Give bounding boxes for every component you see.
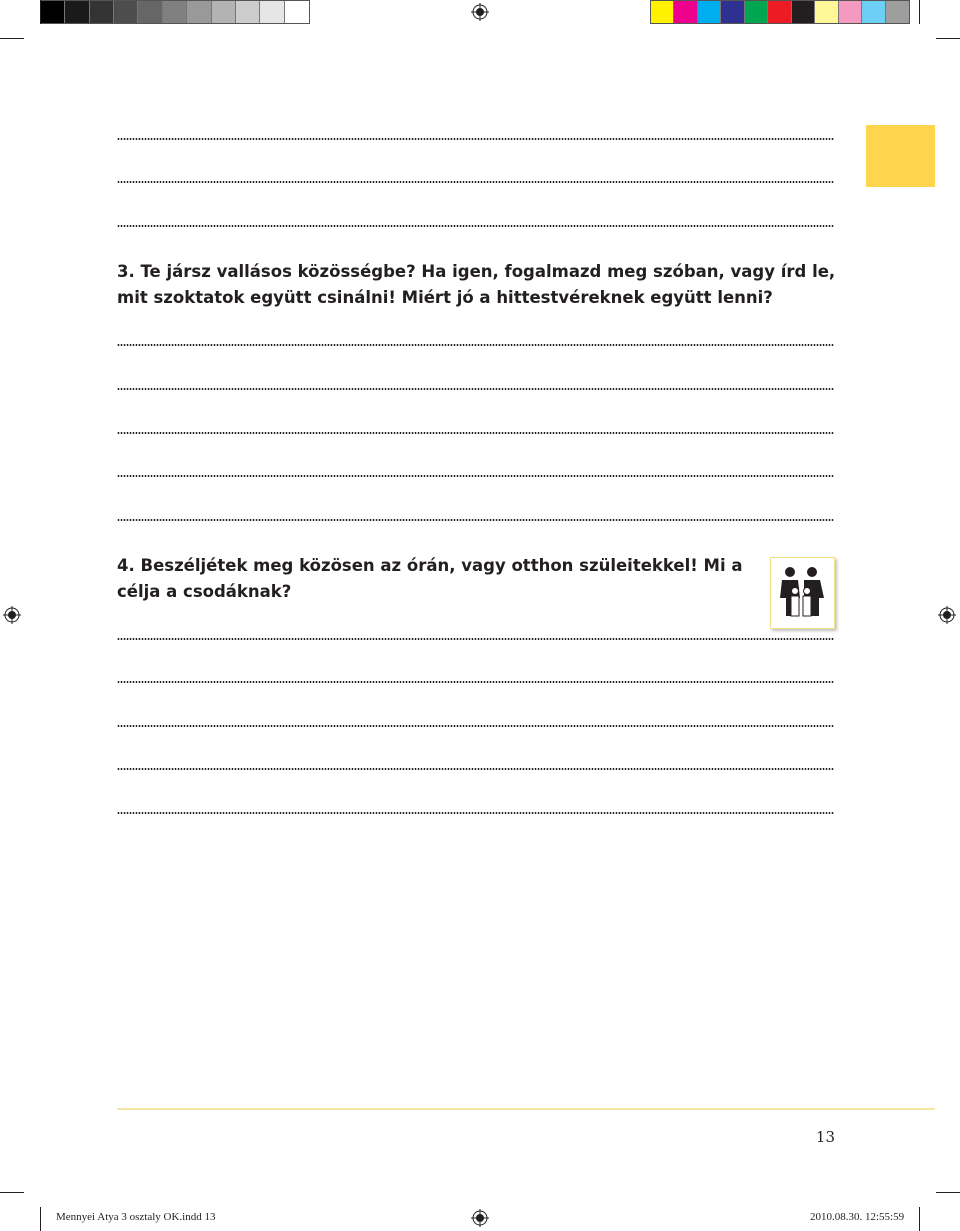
- answer-line: [117, 519, 834, 521]
- color-swatch: [745, 1, 768, 23]
- crop-mark-bottom-left-v: [40, 1207, 41, 1231]
- color-swatch: [260, 1, 284, 23]
- answer-line: [117, 181, 834, 183]
- crop-mark-bottom-right-v: [919, 1207, 920, 1231]
- color-swatch: [651, 1, 674, 23]
- color-swatch: [114, 1, 138, 23]
- question-4: 4. Beszéljétek meg közösen az órán, vagy otthon szüleitekkel! Mi a célja a csodáknak?: [117, 556, 743, 601]
- color-swatch: [41, 1, 65, 23]
- color-swatch: [285, 1, 309, 23]
- color-swatch: [163, 1, 187, 23]
- color-swatch: [212, 1, 236, 23]
- answer-line: [117, 725, 834, 727]
- color-swatch: [674, 1, 697, 23]
- family-icon-box: [770, 557, 835, 629]
- answer-line: [117, 638, 834, 640]
- crop-mark-top-right: [936, 38, 960, 39]
- color-swatch: [886, 1, 909, 23]
- color-swatch: [65, 1, 89, 23]
- color-swatch: [698, 1, 721, 23]
- answer-line: [117, 432, 834, 434]
- crop-mark-top-left: [0, 38, 24, 39]
- slug-timestamp: 2010.08.30. 12:55:59: [810, 1211, 905, 1223]
- question-3: 3. Te jársz vallásos közösségbe? Ha igen, fogalmazd meg szóban, vagy írd le, mit szoktatok együtt csinálni! Miért jó a hittestvéreknek együtt lenni?: [117, 262, 836, 307]
- registration-mark-icon: [3, 606, 21, 624]
- answer-line: [117, 475, 834, 477]
- color-swatch: [236, 1, 260, 23]
- crop-mark-bottom-right: [936, 1192, 960, 1193]
- answer-line: [117, 225, 834, 227]
- color-swatch: [187, 1, 211, 23]
- registration-mark-icon: [471, 1209, 489, 1227]
- color-swatch: [721, 1, 744, 23]
- color-swatch: [815, 1, 838, 23]
- registration-mark-icon: [471, 3, 489, 21]
- chapter-tab: [866, 125, 935, 187]
- answer-line: [117, 812, 834, 814]
- crop-mark-top-right-v: [919, 0, 920, 24]
- color-swatch: [862, 1, 885, 23]
- family-icon: [771, 558, 834, 628]
- answer-line: [117, 681, 834, 683]
- color-swatch: [839, 1, 862, 23]
- grayscale-color-bar: [40, 0, 310, 24]
- page-number: 13: [815, 1128, 835, 1146]
- registration-mark-icon: [938, 606, 956, 624]
- answer-line: [117, 138, 834, 140]
- color-swatch: [90, 1, 114, 23]
- answer-line: [117, 388, 834, 390]
- answer-line: [117, 768, 834, 770]
- footer-rule: [117, 1108, 935, 1110]
- process-color-bar: [650, 0, 910, 24]
- slug-file-name: Mennyei Atya 3 osztaly OK.indd 13: [56, 1211, 216, 1223]
- color-swatch: [768, 1, 791, 23]
- crop-mark-top-left-v: [40, 0, 41, 24]
- color-swatch: [138, 1, 162, 23]
- crop-mark-bottom-left: [0, 1192, 24, 1193]
- color-swatch: [792, 1, 815, 23]
- answer-line: [117, 344, 834, 346]
